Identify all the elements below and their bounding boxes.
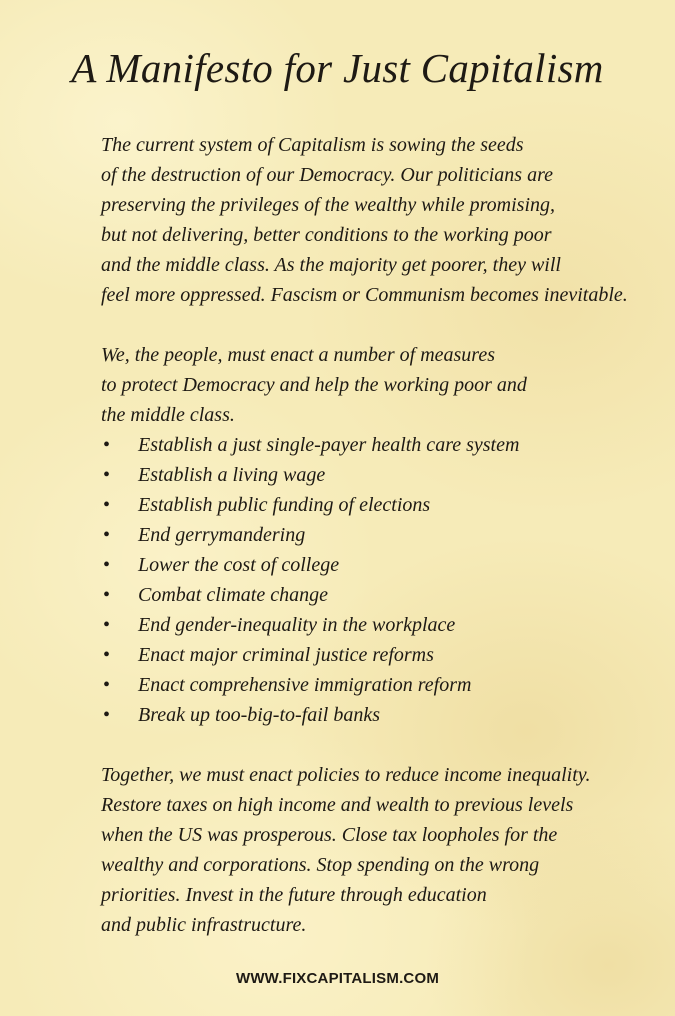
website-url: WWW.FIXCAPITALISM.COM — [235, 970, 440, 987]
bullet-icon: • — [103, 704, 111, 726]
list-item — [101, 520, 646, 550]
policies-paragraph — [101, 760, 646, 940]
bullet-icon: • — [103, 494, 111, 516]
list-item-text: Establish a just single-payer health care system — [138, 434, 520, 456]
list-item-text: Establish a living wage — [138, 464, 326, 486]
list-item — [101, 610, 646, 640]
measures-intro-paragraph — [101, 340, 646, 430]
list-item-text: Enact major criminal justice reforms — [138, 644, 434, 666]
paragraph-line: wealthy and corporations. Stop spending on the wrong — [101, 854, 540, 876]
list-item-text: Lower the cost of college — [138, 554, 340, 576]
paragraph-line: and public infrastructure. — [101, 914, 307, 936]
bullet-icon: • — [103, 674, 111, 696]
list-item-text: Establish public funding of elections — [138, 494, 431, 516]
paragraph-line: preserving the privileges of the wealthy while promising, — [101, 194, 556, 216]
paragraph-line: We, the people, must enact a number of measures — [101, 344, 496, 366]
paragraph-line: priorities. Invest in the future through education — [101, 884, 487, 906]
paragraph-line: the middle class. — [101, 404, 235, 426]
paragraph-line: but not delivering, better conditions to the working poor — [101, 224, 552, 246]
paragraph-line: Together, we must enact policies to reduce income inequality. — [101, 764, 591, 786]
list-item — [101, 640, 646, 670]
bullet-icon: • — [103, 614, 111, 636]
paragraph-line: and the middle class. As the majority get poorer, they will — [101, 254, 561, 276]
paragraph-line: The current system of Capitalism is sowing the seeds — [101, 134, 524, 156]
bullet-icon: • — [103, 434, 111, 456]
list-item — [101, 430, 646, 460]
intro-paragraph — [101, 130, 646, 310]
paragraph-line: when the US was prosperous. Close tax loopholes for the — [101, 824, 558, 846]
list-item — [101, 580, 646, 610]
bullet-icon: • — [103, 644, 111, 666]
bullet-icon: • — [103, 554, 111, 576]
measures-list — [101, 430, 646, 730]
list-item-text: End gender-inequality in the workplace — [138, 614, 456, 636]
list-item-text: End gerrymandering — [138, 524, 306, 546]
list-item — [101, 550, 646, 580]
list-item — [101, 460, 646, 490]
list-item-text: Break up too-big-to-fail banks — [138, 704, 380, 726]
paragraph-line: Restore taxes on high income and wealth to previous levels — [101, 794, 574, 816]
list-item — [101, 700, 646, 730]
list-item — [101, 670, 646, 700]
bullet-icon: • — [103, 464, 111, 486]
paragraph-line: of the destruction of our Democracy. Our politicians are — [101, 164, 553, 186]
list-item-text: Enact comprehensive immigration reform — [138, 674, 472, 696]
paragraph-line: feel more oppressed. Fascism or Communism becomes inevitable. — [101, 284, 628, 306]
list-item-text: Combat climate change — [138, 584, 328, 606]
bullet-icon: • — [103, 584, 111, 606]
bullet-icon: • — [103, 524, 111, 546]
page-title: A Manifesto for Just Capitalism — [71, 45, 604, 91]
paragraph-line: to protect Democracy and help the working poor and — [101, 374, 527, 396]
list-item — [101, 490, 646, 520]
